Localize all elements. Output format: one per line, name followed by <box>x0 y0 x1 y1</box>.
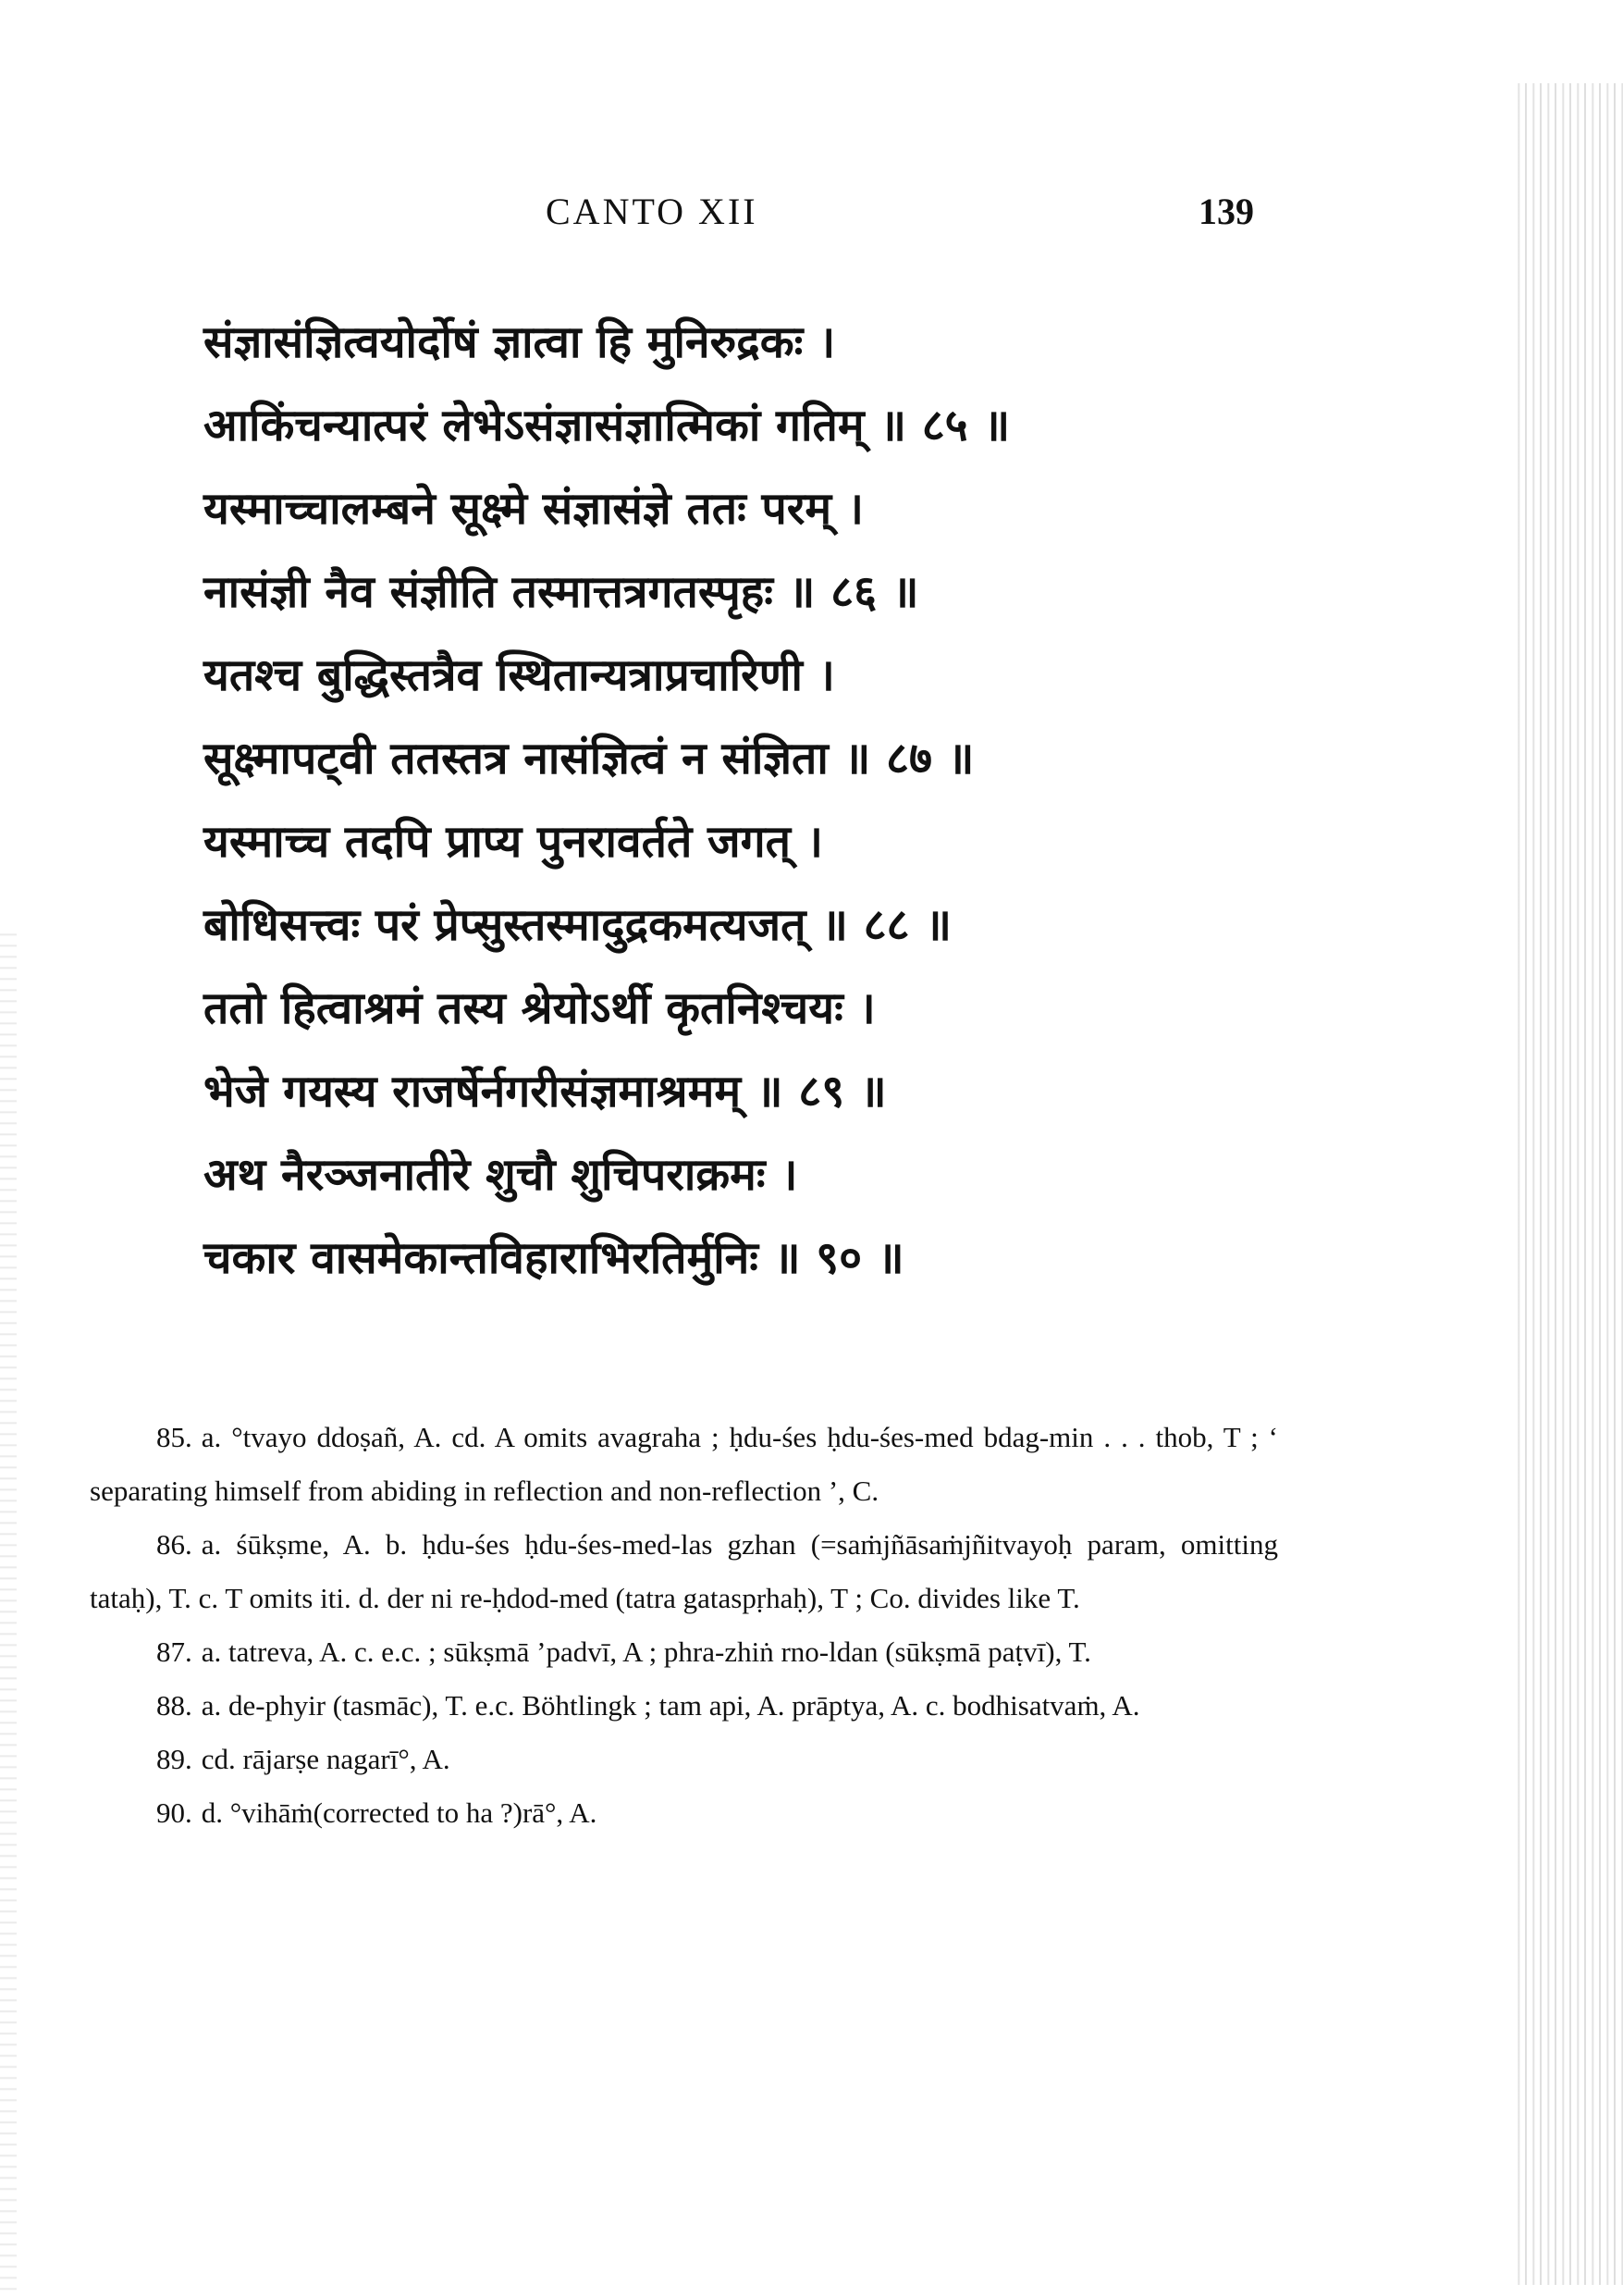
verse-line: सूक्ष्मापट्वी ततस्तत्र नासंज्ञित्वं न संज्ञिता ॥ ८७ ॥ <box>203 733 975 784</box>
verse-line: यस्माच्चालम्बने सूक्ष्मे संज्ञासंज्ञे ततः परम् । <box>203 483 864 535</box>
footnote-number: 88. <box>156 1689 192 1722</box>
verse-line: ततो हित्वाश्रमं तस्य श्रेयोऽर्थी कृतनिश्चयः । <box>203 982 876 1034</box>
verse-line: यस्माच्च तदपि प्राप्य पुनरावर्तते जगत् । <box>203 816 823 868</box>
verse-line: संज्ञासंज्ञित्वयोर्दोषं ज्ञात्वा हि मुनिरुद्रकः । <box>203 316 836 368</box>
footnote-text: a. tatreva, A. c. e.c. ; sūkṣmā ’padvī, A ; phra-zhiṅ rno-ldan (sūkṣmā paṭvī), T. <box>201 1636 1091 1668</box>
footnote-text: a. śūkṣme, A. b. ḥdu-śes ḥdu-śes-med-las gzhan (=saṁjñāsaṁjñitvayoḥ param, omitting tataḥ), T. c. T omits iti. d. der ni re-ḥdod-med (tatra gataspṛhaḥ), T ; Co. divides like T. <box>90 1528 1278 1614</box>
footnote <box>90 1518 1278 1625</box>
page-edge-speckle <box>0 925 17 2294</box>
footnote-number: 90. <box>156 1796 192 1829</box>
page-binding-edge <box>1512 83 1623 2285</box>
footnotes <box>90 1411 1278 1840</box>
verse-line: नासंज्ञी नैव संज्ञीति तस्मात्तत्रगतस्पृहः ॥ ८६ ॥ <box>203 566 919 618</box>
footnote-text: d. °vihāṁ(corrected to ha ?)rā°, A. <box>201 1796 597 1829</box>
footnote <box>90 1625 1278 1679</box>
footnote-text: a. de-phyir (tasmāc), T. e.c. Böhtlingk ; tam api, A. prāptya, A. c. bodhisatvaṁ, A. <box>201 1689 1140 1722</box>
verse-line: चकार वासमेकान्तविहाराभिरतिर्मुनिः ॥ ९० ॥ <box>203 1232 904 1284</box>
verse-line: आकिंचन्यात्परं लेभेऽसंज्ञासंज्ञात्मिकां गतिम् ॥ ८५ ॥ <box>203 400 1011 451</box>
footnote-number: 87. <box>156 1636 192 1668</box>
footnote-number: 86. <box>156 1528 192 1561</box>
verse-line: बोधिसत्त्वः परं प्रेप्सुस्तस्मादुद्रकमत्यजत् ॥ ८८ ॥ <box>203 899 952 951</box>
footnote-text: a. °tvayo ddoṣañ, A. cd. A omits avagraha ; ḥdu-śes ḥdu-śes-med bdag-min . . . thob, T ; ‘ separating himself from abiding in reflection and non-reflection ’, C. <box>90 1421 1278 1507</box>
verse-line: अथ नैरञ्जनातीरे शुचौ शुचिपराक्रमः । <box>203 1149 798 1201</box>
page-number: 139 <box>1199 191 1254 232</box>
verse-block <box>203 301 1313 1300</box>
footnote <box>90 1786 1278 1840</box>
page-header <box>0 190 1623 245</box>
footnote <box>90 1733 1278 1786</box>
footnote-number: 89. <box>156 1743 192 1775</box>
verse-line: भेजे गयस्य राजर्षेर्नगरीसंज्ञमाश्रमम् ॥ ८९ ॥ <box>203 1066 887 1117</box>
footnote <box>90 1411 1278 1518</box>
footnote-text: cd. rājarṣe nagarī°, A. <box>201 1743 450 1775</box>
running-title: CANTO XII <box>546 191 758 232</box>
footnote <box>90 1679 1278 1733</box>
footnote-number: 85. <box>156 1421 192 1453</box>
verse-line: यतश्च बुद्धिस्तत्रैव स्थितान्यत्राप्रचारिणी । <box>203 649 835 701</box>
